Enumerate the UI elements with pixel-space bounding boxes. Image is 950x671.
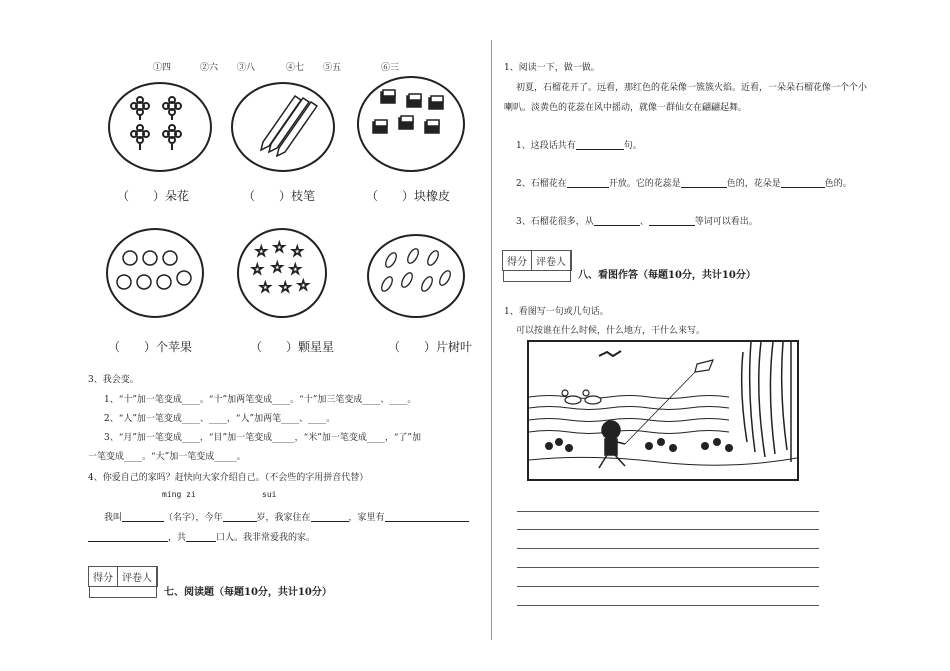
apple-icon xyxy=(108,230,202,316)
svg-text:☆: ☆ xyxy=(273,240,286,256)
q8-line-1: 1、看图写一句或几句话。 xyxy=(504,307,609,317)
blank-flower-color[interactable] xyxy=(781,178,825,188)
score-label: 得分 xyxy=(503,251,532,270)
sub-q2-text-b: 开放。它的花蕊是 xyxy=(608,179,681,189)
sub-q2 xyxy=(516,176,852,189)
sub-q2-text-c: 色的，花朵是 xyxy=(726,179,781,189)
q8-line-2: 可以按谁在什么时候，什么地方，干什么来写。 xyxy=(516,326,706,336)
writing-line-5[interactable] xyxy=(517,586,819,587)
leaves-picture xyxy=(367,234,465,318)
sub-q3-text-b: 、 xyxy=(639,217,649,227)
grader-label: 评卷人 xyxy=(532,251,571,270)
blank-family[interactable] xyxy=(385,512,469,522)
section7-title: 七、阅读题（每题10分，共计10分） xyxy=(164,587,332,598)
star-icon xyxy=(239,230,325,316)
q4-text-wojiao: 我叫 xyxy=(104,513,123,523)
pencils-picture xyxy=(231,82,335,172)
sub-q1-text-b: 句。 xyxy=(623,141,642,151)
option-1: ①四 xyxy=(153,63,172,73)
q3-line-1: 1、“十”加一笔变成____。“十”加两笔变成____。“十”加三笔变成____、____。 xyxy=(104,395,417,405)
flower-icon xyxy=(110,84,210,170)
count-label-flowers: （ ）朵花 xyxy=(117,189,190,203)
writing-line-1[interactable] xyxy=(517,511,819,512)
svg-text:☆: ☆ xyxy=(291,244,304,260)
passage-line-1: 初夏，石榴花开了。远看，那红色的花朵像一簇簇火焰。近看，一朵朵石榴花像一个个小 xyxy=(516,83,868,93)
count-label-stars: （ ）颗星星 xyxy=(250,340,335,354)
count-label-apples: （ ）个苹果 xyxy=(108,340,193,354)
blank-count[interactable] xyxy=(186,532,216,542)
erasers-picture xyxy=(357,76,465,172)
blank-age[interactable] xyxy=(223,512,257,522)
blank-sentence-count[interactable] xyxy=(576,140,624,150)
q3-line-2: 2、“人”加一笔变成____、____，“人”加两笔____、____。 xyxy=(104,414,336,424)
option-6: ⑥三 xyxy=(381,63,400,73)
q4-text-age: （名字），今年 xyxy=(164,513,223,523)
count-label-leaves: （ ）片树叶 xyxy=(388,340,473,354)
writing-line-2[interactable] xyxy=(517,529,819,530)
option-4: ④七 xyxy=(286,63,305,73)
section8-title: 八、看图作答（每题10分，共计10分） xyxy=(578,270,756,281)
blank-season[interactable] xyxy=(567,178,609,188)
q4-text-home: 岁，我家住在 xyxy=(256,513,311,523)
q3-line-3: 3、“月”加一笔变成____，“目”加一笔变成_____，“米”加一笔变成____，“了”加 xyxy=(104,433,422,443)
sub-q3-text-c: 等词可以看出。 xyxy=(694,217,758,227)
blank-word-1[interactable] xyxy=(594,216,640,226)
leaf-icon xyxy=(369,236,463,316)
count-label-pencils: （ ）枝笔 xyxy=(243,189,316,203)
writing-line-4[interactable] xyxy=(517,567,819,568)
pencil-icon xyxy=(233,84,333,170)
sub-q1 xyxy=(516,138,642,151)
score-box-blank xyxy=(89,586,157,598)
column-divider xyxy=(491,40,492,640)
q4-title: 4、你爱自己的家吗？赶快向大家介绍自己。（不会些的字用拼音代替） xyxy=(88,473,369,483)
writing-line-3[interactable] xyxy=(517,548,819,549)
pinyin-sui: sui xyxy=(262,490,277,499)
svg-text:☆: ☆ xyxy=(279,280,292,296)
q4-line-2 xyxy=(88,530,315,543)
q4-text-love: 口人。我非常爱我的家。 xyxy=(216,533,316,543)
sub-q2-text-d: 色的。 xyxy=(824,179,852,189)
option-2: ②六 xyxy=(200,63,219,73)
blank-word-2[interactable] xyxy=(649,216,695,226)
q3-line-4: 一笔变成____。“大”加一笔变成_____。 xyxy=(88,452,246,462)
blank-address[interactable] xyxy=(311,512,349,522)
eraser-icon xyxy=(359,78,463,170)
svg-text:☆: ☆ xyxy=(255,244,268,260)
q3-title: 3、我会变。 xyxy=(88,375,139,385)
svg-text:☆: ☆ xyxy=(251,262,264,278)
count-label-erasers: （ ）块橡皮 xyxy=(366,189,451,203)
flowers-picture xyxy=(108,82,212,172)
q4-text-total: ，共 xyxy=(168,533,187,543)
sub-q3-text-a: 3、石榴花很多，从 xyxy=(516,217,594,227)
score-box-blank xyxy=(503,270,571,282)
score-box-right xyxy=(502,250,572,271)
sub-q3 xyxy=(516,214,758,227)
sub-q1-text-a: 1、这段话共有 xyxy=(516,141,576,151)
stars-picture xyxy=(237,228,327,318)
blank-stamen-color[interactable] xyxy=(681,178,727,188)
grader-label: 评卷人 xyxy=(118,567,157,586)
q4-line-1 xyxy=(104,510,469,523)
svg-text:☆: ☆ xyxy=(289,262,302,278)
option-3: ③八 xyxy=(237,63,256,73)
sub-q2-text-a: 2、石榴花在 xyxy=(516,179,567,189)
kite-scene-illustration xyxy=(529,342,797,479)
svg-text:☆: ☆ xyxy=(271,260,284,276)
passage-line-2: 喇叭。淡黄色的花蕊在风中摇动，就像一群仙女在翩翩起舞。 xyxy=(504,103,748,113)
score-box-left xyxy=(88,566,158,587)
svg-text:☆: ☆ xyxy=(297,278,310,294)
pinyin-mingzi: ming zi xyxy=(162,490,196,499)
svg-text:☆: ☆ xyxy=(259,280,272,296)
blank-name[interactable] xyxy=(122,512,164,522)
apples-picture xyxy=(106,228,204,318)
kite-picture xyxy=(527,340,799,481)
score-label: 得分 xyxy=(89,567,118,586)
q1-title: 1、阅读一下，做一做。 xyxy=(504,63,600,73)
writing-line-6[interactable] xyxy=(517,605,819,606)
option-5: ⑤五 xyxy=(323,63,342,73)
q4-text-family: ，家里有 xyxy=(348,513,385,523)
blank-family-cont[interactable] xyxy=(88,532,168,542)
